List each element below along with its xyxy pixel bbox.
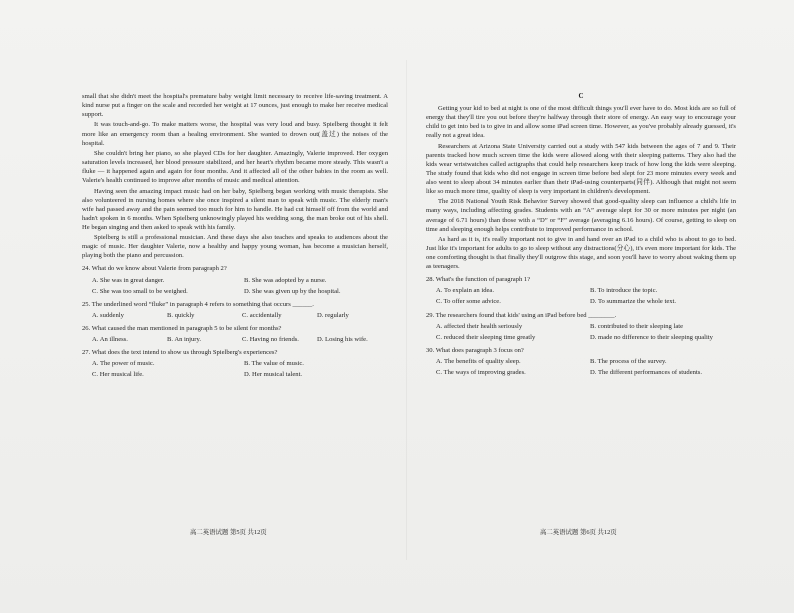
answer-option: B. To introduce the topic. bbox=[590, 287, 658, 295]
question-25 bbox=[82, 300, 388, 320]
answer-option: B. quickly bbox=[167, 311, 195, 319]
answer-option: D. regularly bbox=[317, 311, 349, 319]
left-paragraph: small that she didn't meet the hospital's premature baby weight limit necessary to receive life-saving treatment. A kind nurse put a finger on the scale and recorded her weight at 17 ounces, just enough to make her receive medical support. bbox=[82, 93, 388, 119]
left-paragraph: She couldn't bring her piano, so she played CDs for her daughter. Amazingly, Valerie improved. Her oxygen saturation levels increased, her blood pressure stabilized, and her heart's rhythm became more steady. This wasn't a fluke — it happened again and again for four months. And it affected all of the other babies in the room as well. Valerie's health continued to improve after months of music and medical attention. bbox=[82, 149, 388, 185]
question-stem: 30. What does paragraph 3 focus on? bbox=[426, 346, 524, 354]
answer-option: C. She was too small to be weighed. bbox=[92, 287, 188, 295]
answer-option: A. The benefits of quality sleep. bbox=[436, 357, 521, 365]
answer-option: A. An illness. bbox=[92, 336, 128, 343]
page-footer-right: 高二英语试题 第6页 共12页 bbox=[540, 529, 617, 536]
question-stem: 25. The underlined word “fluke” in paragraph 4 refers to something that occurs ______. bbox=[82, 300, 314, 308]
answer-option: A. The power of music. bbox=[92, 360, 155, 368]
question-29 bbox=[426, 311, 736, 342]
page-footer-left: 高二英语试题 第5页 共12页 bbox=[190, 529, 267, 536]
answer-option: B. The process of the survey. bbox=[590, 357, 667, 365]
page-divider bbox=[406, 60, 407, 560]
answer-option: D. The different performances of students. bbox=[590, 369, 702, 376]
answer-option: B. contributed to their sleeping late bbox=[590, 322, 684, 330]
left-paragraph: Having seen the amazing impact music had on her baby, Spielberg began working with music therapists. She also volunteered in nursing homes where she once inspired a silent man to speak with music. The elderly man's wife had passed away and the pain seemed too much for him to handle. He had cut himself off from the world and hadn't spoken in 6 months. When Spielberg unknowingly played his wedding song, the man broke out of his shell. He began singing and then asked to speak with his family. bbox=[82, 187, 388, 231]
left-passage bbox=[82, 92, 388, 260]
question-24 bbox=[82, 264, 388, 295]
question-28 bbox=[426, 275, 736, 306]
answer-option: C. To offer some advice. bbox=[436, 298, 501, 306]
answer-option: C. Her musical life. bbox=[92, 371, 144, 379]
answer-option: C. The ways of improving grades. bbox=[436, 369, 526, 376]
right-paragraph: The 2018 National Youth Risk Behavior Survey showed that good-quality sleep can influence a child's life in many ways, including affecting grades. Students with an “A” average slept for 30 or more minutes per night (an average of 6.71 hours) than those with a “D” or “F” average (averaging 6.16 hours). Of course, getting to sleep on time and sleeping enough helps contribute to improved performance in school. bbox=[426, 198, 736, 233]
answer-option: C. accidentally bbox=[242, 311, 282, 319]
section-heading: C bbox=[578, 92, 584, 100]
answer-option: A. suddenly bbox=[92, 311, 124, 319]
question-stem: 27. What does the text intend to show us through Spielberg's experiences? bbox=[82, 349, 278, 357]
left-paragraph: Spielberg is still a professional musician. And these days she also teaches and speaks to audiences about the magic of music. Her daughter Valerie, now a healthy and happy young woman, has become a musician herself, playing both the piano and percussion. bbox=[82, 234, 388, 260]
left-paragraph: It was touch-and-go. To make matters worse, the hospital was very loud and busy. Spielberg thought it felt more like an emergency room than a healing environment. She wanted to drown out(盖过) the noises of the hospital. bbox=[82, 121, 388, 147]
answer-option: D. Losing his wife. bbox=[317, 336, 368, 343]
question-30 bbox=[426, 346, 736, 377]
right-passage bbox=[426, 104, 736, 271]
answer-option: B. She was adopted by a nurse. bbox=[244, 276, 327, 284]
answer-option: D. To summarize the whole text. bbox=[590, 298, 677, 306]
question-stem: 29. The researchers found that kids' using an iPad before bed ________. bbox=[426, 311, 617, 319]
question-stem: 26. What caused the man mentioned in paragraph 5 to be silent for months? bbox=[82, 324, 282, 332]
right-paragraph: Researchers at Arizona State University carried out a study with 547 kids between the ages of 7 and 9. Their parents tracked how much screen time the kids were allowed along with their sleeping patterns. They also had the kids wear wristwatches called actigraphs that could help researchers keep track of how long the kids were sleeping. The study found that kids who did not engage in screen time before bed slept for 23 more minutes every week and also went to sleep about 34 minutes earlier than their iPad-using counterparts(同伴). Although that might not seem like so much more time, quality of sleep is very important in children's development. bbox=[426, 142, 736, 196]
answer-option: D. Her musical talent. bbox=[244, 371, 303, 379]
right-paragraph: As hard as it is, it's really important not to give in and hand over an iPad to a child who is about to go to bed. Just like it's important for adults to go to sleep without any distractions(分心), it's even more important for kids. The one comforting thought is that finally they'll outgrow this stage, and soon you'll have to worry about waking them up as teenagers. bbox=[426, 235, 736, 271]
left-page bbox=[82, 92, 388, 539]
right-paragraph: Getting your kid to bed at night is one of the most difficult things you'll ever have to do. Most kids are so full of energy that they'll tire you out before they're halfway through their store of energy. An easy way to encourage your child to get into bed is to give in and allow some iPad screen time. However, as you've probably already guessed, it's really not a great idea. bbox=[426, 105, 736, 140]
question-stem: 28. What's the function of paragraph 1? bbox=[426, 276, 531, 284]
question-27 bbox=[82, 348, 388, 379]
question-26 bbox=[82, 324, 388, 344]
answer-option: A. She was in great danger. bbox=[92, 276, 165, 284]
answer-option: A. affected their health seriously bbox=[436, 322, 523, 330]
answer-option: C. reduced their sleeping time greatly bbox=[436, 333, 536, 341]
right-page bbox=[426, 92, 736, 539]
answer-option: D. She was given up by the hospital. bbox=[244, 287, 341, 295]
question-stem: 24. What do we know about Valerie from paragraph 2? bbox=[82, 265, 227, 273]
answer-option: B. An injury. bbox=[167, 336, 202, 343]
answer-option: A. To explain an idea. bbox=[436, 287, 495, 295]
answer-option: D. made no difference to their sleeping quality bbox=[590, 333, 713, 341]
answer-option: B. The value of music. bbox=[244, 360, 304, 368]
answer-option: C. Having no friends. bbox=[242, 336, 299, 343]
